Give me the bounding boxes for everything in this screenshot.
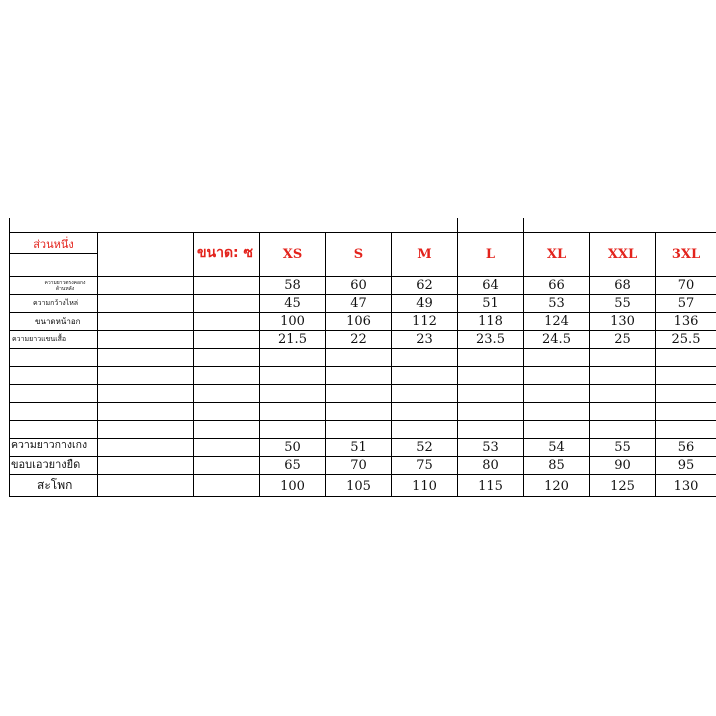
table-cell: 80 [482,458,499,473]
table-cell: 85 [548,458,565,473]
table-cell: 24.5 [542,332,571,347]
table-cell: 90 [614,458,631,473]
table-cell: 106 [346,314,371,329]
size-header-xs: XS [282,246,303,262]
row-label: ขนาดหน้าอก [35,317,81,326]
grid-line [9,402,716,403]
table-cell: 124 [544,314,569,329]
table-cell: 110 [412,478,437,494]
table-cell: 45 [284,296,301,311]
grid-line [9,348,716,349]
table-cell: 100 [280,478,305,494]
size-header-xxl: XXL [607,246,638,262]
table-cell: 21.5 [278,332,307,347]
table-cell: 56 [677,440,695,455]
row-label-line: ความยาวตรงคอกง [44,279,86,286]
grid-line [9,474,716,475]
table-cell: 130 [610,314,635,329]
table-cell: 115 [478,478,503,494]
grid-line [9,253,97,254]
row-label [30,277,100,294]
table-cell: 100 [280,314,305,329]
size-header-3xl: 3XL [671,246,701,262]
row-label: สะโพก [37,477,73,492]
table-cell: 58 [284,278,301,293]
table-cell: 51 [350,440,367,455]
row-label: ขอบเอวยางยืด [11,458,81,471]
grid-line [9,366,716,367]
table-cell: 60 [350,278,367,293]
size-header-l: L [485,246,496,262]
table-cell: 95 [677,458,695,473]
table-cell: 55 [614,440,631,455]
table-cell: 62 [416,278,433,293]
size-header-m: M [417,246,432,262]
size-header-s: S [353,246,364,262]
table-cell: 66 [548,278,565,293]
section-label: ส่วนหนึ่ง [33,237,74,251]
table-cell: 55 [614,296,631,311]
table-cell: 105 [346,478,371,494]
table-cell: 22 [350,332,367,347]
table-cell: 136 [673,314,699,329]
grid-line [9,218,10,496]
grid-line [9,420,716,421]
table-cell: 51 [482,296,499,311]
grid-line [9,232,716,233]
table-cell: 52 [416,440,433,455]
row-label: ความยาวกางเกง [11,438,88,451]
table-cell: 130 [673,478,699,494]
table-cell: 53 [482,440,499,455]
table-cell: 47 [350,296,367,311]
table-cell: 125 [610,478,635,494]
table-cell: 23 [416,332,433,347]
grid-line [9,384,716,385]
size-header-xl: XL [546,246,567,262]
table-cell: 70 [350,458,367,473]
table-cell: 23.5 [476,332,505,347]
table-cell: 25.5 [671,332,701,347]
table-cell: 57 [677,296,695,311]
table-cell: 120 [544,478,569,494]
grid-line [9,496,716,497]
table-cell: 53 [548,296,565,311]
row-label: ความกว้างไหล่ [33,299,79,307]
table-cell: 118 [478,314,503,329]
table-cell: 75 [416,458,433,473]
size-label: ขนาด: ซ [196,245,254,261]
table-cell: 54 [548,440,565,455]
table-cell: 50 [284,440,301,455]
table-cell: 68 [614,278,631,293]
table-cell: 70 [677,278,695,293]
table-cell: 64 [482,278,499,293]
row-label: ความยาวแขนเสื้อ [12,335,67,343]
table-cell: 49 [416,296,433,311]
table-cell: 65 [284,458,301,473]
table-cell: 25 [614,332,631,347]
table-cell: 112 [412,314,437,329]
row-label-line: ด้านหลัง [55,285,75,292]
